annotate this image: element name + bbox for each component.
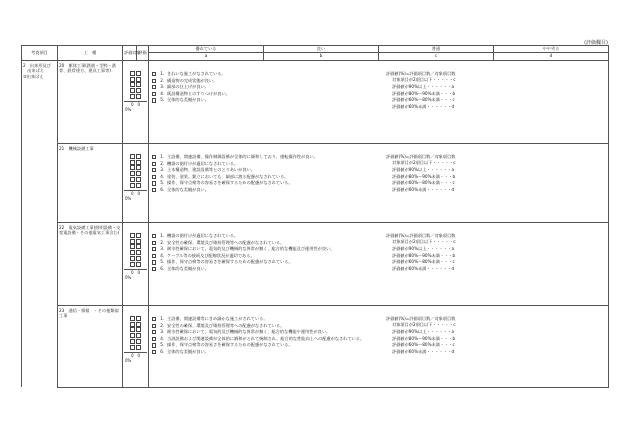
work-cell — [58, 60, 123, 143]
criterion-checkbox[interactable] — [152, 168, 156, 172]
eval-checkbox[interactable] — [136, 262, 141, 267]
header-eval: 評価 — [137, 46, 149, 61]
criterion-text: 1．主設備、関連設備、操作制御設備が全体的に調和しており、運転操作性が良い。 — [160, 153, 318, 159]
target-checkbox[interactable] — [130, 256, 135, 261]
criteria-cell — [149, 143, 609, 222]
formula-head: 評価値(%)=評価項目数／対象項目数 — [386, 315, 456, 321]
score-count: 0 — [130, 269, 134, 275]
work-cell — [58, 222, 123, 305]
score-count: 0 — [137, 102, 141, 107]
evaluation-sheet — [21, 45, 608, 388]
criterion-checkbox[interactable] — [152, 92, 156, 96]
eval-checkbox[interactable] — [136, 165, 141, 170]
score-count: 0 — [137, 269, 141, 275]
work-label: 21 機械設備工事 — [59, 145, 94, 151]
criterion-text: 2．機器の据付けが適切になされている。 — [160, 160, 239, 166]
formula-line: 評価値が60%〜80%未満・・・c — [392, 259, 455, 265]
formula-line: 評価値が90%以上・・・・・・a — [392, 329, 455, 334]
target-checkbox[interactable] — [130, 94, 135, 99]
criterion-checkbox[interactable] — [152, 85, 156, 89]
score-box — [124, 269, 147, 280]
formula-line: 評価値が90%以上・・・・・・a — [392, 167, 455, 172]
criterion-text: 3．土木構造物、建設設備等とのとりあいが良い。 — [160, 167, 255, 173]
target-checkbox[interactable] — [130, 322, 135, 327]
criterion-checkbox[interactable] — [152, 247, 156, 251]
criterion-text: 3．細部の仕上げが良い。 — [160, 84, 209, 90]
eval-checkbox[interactable] — [136, 256, 141, 261]
target-checkbox[interactable] — [130, 171, 135, 176]
eval-checkbox[interactable] — [136, 250, 141, 255]
target-checkbox[interactable] — [130, 339, 135, 344]
score-box — [124, 101, 147, 112]
evaluation-table — [21, 45, 609, 388]
target-checkbox[interactable] — [130, 160, 135, 165]
checkbox-cell — [123, 143, 149, 222]
work-label: 22 電気設備工事(照明設備・交変電設備・その他電気工事含む) — [59, 224, 121, 236]
grade-label: 良い — [264, 46, 379, 53]
formula-block — [386, 232, 456, 273]
eval-checkbox[interactable] — [136, 71, 141, 76]
eval-checkbox[interactable] — [136, 345, 141, 350]
eval-checkbox[interactable] — [136, 88, 141, 93]
formula-line: 評価値が60%未満・・・・・・d — [392, 103, 455, 109]
eval-checkbox[interactable] — [136, 239, 141, 244]
eval-checkbox[interactable] — [136, 322, 141, 327]
item-line: ③出来ばえ — [23, 74, 44, 79]
criterion-text: 2．構造物の完成状態が良い。 — [160, 77, 218, 83]
eval-checkbox[interactable] — [136, 171, 141, 176]
eval-checkbox[interactable] — [136, 244, 141, 249]
target-checkbox[interactable] — [130, 183, 135, 188]
formula-line: 評価値が60%〜80%未満・・・c — [392, 342, 455, 348]
eval-checkbox[interactable] — [136, 339, 141, 344]
formula-line: 対象項目が2項目以下・・・・・c — [392, 77, 456, 83]
target-checkbox[interactable] — [130, 77, 135, 82]
formula-line: 評価値が80%〜90%未満・・・b — [392, 252, 456, 258]
work-label: 20 躯体工事(鉄筋・型枠・鉄骨、鉄骨建方、建具工事等) — [59, 62, 117, 74]
criterion-text: 3．耐水性確保において、電気的及び機械的な異常が無く、総合的な機能や運用性が良い。 — [160, 329, 331, 335]
criterion-text: 4．塗装、塗装、銘立においても、細部に渡る配慮がなされている。 — [160, 173, 289, 179]
criterion-text: 1．きれいな施工がなされている。 — [160, 70, 226, 76]
work-cell — [58, 305, 123, 387]
work-label: 23 通信・情報 ・その他類似工事 — [59, 307, 119, 319]
target-checkbox[interactable] — [130, 239, 135, 244]
criterion-checkbox[interactable] — [152, 188, 156, 192]
target-checkbox[interactable] — [130, 154, 135, 159]
criterion-text: 5．操作、保守点検等の容易さを確保するための配慮がなされている。 — [160, 259, 293, 265]
checkbox-cell — [123, 222, 149, 305]
criterion-text: 2．安全性の確保、環境及び維持管理等への配慮がなされている。 — [160, 239, 285, 245]
grade-letter: c — [379, 53, 494, 60]
target-checkbox[interactable] — [130, 333, 135, 338]
criterion-checkbox[interactable] — [152, 72, 156, 76]
criterion-text: 1．機器の据付けが適切になされている。 — [160, 232, 239, 238]
formula-line: 評価値が60%未満・・・・・・d — [392, 348, 455, 354]
formula-block — [386, 315, 456, 356]
formula-head: 評価値(%)=評価項目数／対象項目数 — [386, 70, 456, 76]
criterion-checkbox[interactable] — [152, 350, 156, 354]
score-box — [124, 352, 147, 363]
score-count: 0 — [130, 102, 134, 107]
criterion-text: 2．安全性の確保、環境及び維持管理等への配慮がなされている。 — [160, 322, 285, 328]
criterion-checkbox[interactable] — [152, 181, 156, 185]
eval-checkbox[interactable] — [136, 154, 141, 159]
formula-line: 対象項目が2項目以下・・・・・c — [392, 160, 456, 166]
grade-label: 優れている — [149, 46, 264, 53]
criterion-checkbox[interactable] — [152, 98, 156, 102]
score-percent: 0% — [125, 196, 132, 201]
target-checkbox[interactable] — [130, 233, 135, 238]
criterion-text: 5．操作、保守点検等の容易さを確保するための配慮がなされている。 — [160, 342, 293, 348]
target-checkbox[interactable] — [130, 88, 135, 93]
formula-line: 対象項目が2項目以下・・・・・c — [392, 322, 456, 328]
eval-checkbox[interactable] — [136, 183, 141, 188]
item-line: 出来ばえ — [23, 68, 44, 74]
criterion-text: 6．全体的な美観が良い。 — [160, 186, 209, 192]
formula-block — [386, 70, 456, 111]
eval-checkbox[interactable] — [136, 177, 141, 182]
formula-line: 評価値が80%〜90%未満・・・b — [392, 173, 456, 179]
criteria-cell — [149, 60, 609, 143]
formula-head: 評価値(%)=評価項目数／対象項目数 — [386, 153, 456, 159]
grade-letter: a — [149, 53, 264, 60]
formula-line: 評価値が60%〜80%未満・・・c — [392, 97, 455, 103]
eval-checkbox[interactable] — [136, 233, 141, 238]
criterion-checkbox[interactable] — [152, 175, 156, 179]
checkbox-cell — [123, 305, 149, 387]
formula-line: 対象項目が2項目以下・・・・・c — [392, 239, 456, 245]
score-percent: 0% — [125, 107, 132, 113]
criterion-text: 6．全体的な美観が良い。 — [160, 348, 209, 354]
eval-checkbox[interactable] — [136, 77, 141, 82]
criterion-checkbox[interactable] — [152, 79, 156, 83]
score-box — [124, 190, 147, 201]
header-work: 工 種 — [58, 46, 123, 61]
target-checkbox[interactable] — [130, 244, 135, 249]
grade-label: 普通 — [379, 46, 494, 53]
formula-block — [386, 153, 456, 194]
criterion-checkbox[interactable] — [152, 254, 156, 258]
formula-line: 評価値が60%未満・・・・・・d — [392, 186, 455, 192]
grade-letter: d — [494, 53, 609, 60]
score-count: 0 — [137, 352, 141, 358]
criterion-text: 4．ケーブル等の接続及び配線状況が適切である。 — [160, 252, 255, 258]
target-checkbox[interactable] — [130, 71, 135, 76]
criterion-checkbox[interactable] — [152, 330, 156, 334]
formula-line: 評価値が60%〜80%未満・・・c — [392, 180, 455, 186]
formula-head: 評価値(%)=評価項目数／対象項目数 — [386, 232, 456, 238]
criterion-checkbox[interactable] — [152, 260, 156, 264]
header-target: 評価対象 — [123, 46, 137, 61]
criterion-checkbox[interactable] — [152, 241, 156, 245]
criteria-cell — [149, 305, 609, 387]
criterion-text: 4．既設構造物とのすりつけが良い。 — [160, 90, 230, 96]
target-checkbox[interactable] — [130, 177, 135, 182]
criterion-text: 5．全体的な美観が良い。 — [160, 97, 209, 103]
target-checkbox[interactable] — [130, 165, 135, 170]
work-cell — [58, 143, 123, 222]
score-count: 0 — [130, 190, 134, 196]
eval-checkbox[interactable] — [136, 94, 141, 99]
item-line: 2 出来形及び — [23, 62, 51, 68]
item-cell — [22, 60, 58, 387]
criterion-checkbox[interactable] — [152, 267, 156, 271]
criterion-text: 5．操作、保守点検等の容易さを確保するための配慮がなされている。 — [160, 180, 293, 186]
criterion-checkbox[interactable] — [152, 155, 156, 159]
target-checkbox[interactable] — [130, 316, 135, 321]
formula-line: 評価値が90%以上・・・・・・a — [392, 246, 455, 251]
criterion-checkbox[interactable] — [152, 317, 156, 321]
formula-line: 評価値が80%〜90%未満・・・b — [392, 90, 456, 96]
eval-checkbox[interactable] — [136, 327, 141, 332]
score-count: 0 — [137, 190, 141, 196]
score-percent: 0% — [125, 358, 132, 363]
target-checkbox[interactable] — [130, 82, 135, 87]
grade-label: やや劣る — [494, 46, 609, 53]
score-count: 0 — [130, 352, 134, 358]
criterion-text: 3．耐水性確保において、電気的及び機械的な異常が無く、総合的な機能及び運用性が良い。 — [160, 246, 335, 252]
eval-checkbox[interactable] — [136, 82, 141, 87]
formula-line: 評価値が80%〜90%未満・・・b — [392, 335, 456, 341]
target-checkbox[interactable] — [130, 262, 135, 267]
criterion-checkbox[interactable] — [152, 162, 156, 166]
eval-checkbox[interactable] — [136, 160, 141, 165]
score-percent: 0% — [125, 275, 132, 280]
header-item: 考査項目 — [22, 46, 58, 61]
criteria-cell — [149, 222, 609, 305]
target-checkbox[interactable] — [130, 345, 135, 350]
criterion-text: 1．主設備、関連設備等にきめ細かな施工がされている。 — [160, 315, 268, 321]
criterion-checkbox[interactable] — [152, 343, 156, 347]
eval-checkbox[interactable] — [136, 316, 141, 321]
target-checkbox[interactable] — [130, 327, 135, 332]
page-label: (評価欄目) — [584, 40, 608, 46]
criterion-text: 6．全体的な美観が良い。 — [160, 265, 209, 271]
criterion-checkbox[interactable] — [152, 234, 156, 238]
target-checkbox[interactable] — [130, 250, 135, 255]
criterion-checkbox[interactable] — [152, 337, 156, 341]
formula-line: 評価値が60%未満・・・・・・d — [392, 265, 455, 271]
formula-line: 評価値が90%以上・・・・・・a — [392, 84, 455, 89]
criterion-text: 4．当該設備および関連設備が全体的に調和がとれて統制され、総合的な性能向上への配慮がなされている。 — [160, 335, 365, 341]
criterion-checkbox[interactable] — [152, 324, 156, 328]
checkbox-cell — [123, 60, 149, 143]
grade-letter: b — [264, 53, 379, 60]
eval-checkbox[interactable] — [136, 333, 141, 338]
